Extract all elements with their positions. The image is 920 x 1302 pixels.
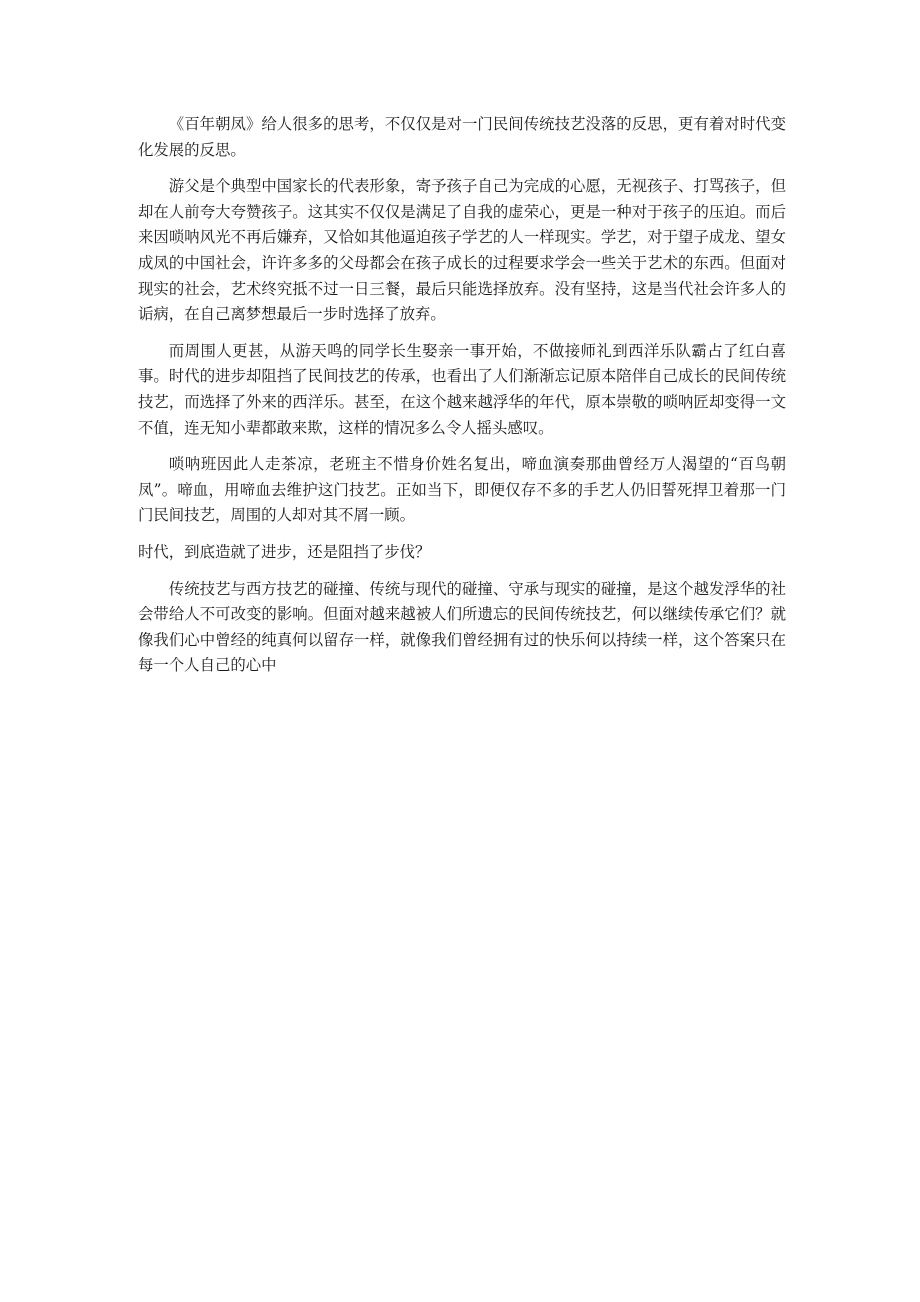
- paragraph-father: 游父是个典型中国家长的代表形象，寄予孩子自己为完成的心愿，无视孩子、打骂孩子，但却在人前夸大夸赞孩子。这其实不仅仅是满足了自我的虚荣心，更是一种对于孩子的压迫。而后来因唢呐风光不再后嫌弃，又恰如其他逼迫孩子学艺的人一样现实。学艺，对于望子成龙、望女成凤的中国社会，许许多多的父母都会在孩子成长的过程要求学会一些关于艺术的东西。但面对现实的社会，艺术终究抵不过一日三餐，最后只能选择放弃。没有坚持，这是当代社会许多人的诟病，在自己离梦想最后一步时选择了放弃。: [138, 177, 786, 324]
- paragraph-question: 时代，到底造就了进步，还是阻挡了步伐？: [138, 542, 431, 561]
- document-body: [138, 112, 786, 690]
- paragraph-surroundings: 而周围人更甚，从游天鸣的同学长生娶亲一事开始，不做接师礼到西洋乐队霸占了红白喜事。时代的进步却阻挡了民间技艺的传承，也看出了人们渐渐忘记原本陪伴自己成长的民间传统技艺，而选择了外来的西洋乐。甚至，在这个越来越浮华的年代，原本崇敬的唢呐匠却变得一文不值，连无知小辈都敢来欺，这样的情况多么令人摇头感叹。: [138, 341, 786, 437]
- paragraph-suona-troupe: 唢呐班因此人走茶凉，老班主不惜身价姓名复出，啼血演奏那曲曾经万人渴望的“百鸟朝凤”。啼血，用啼血去维护这门技艺。正如当下，即便仅存不多的手艺人仍旧誓死捍卫着那一门门民间技艺，周围的人却对其不屑一顾。: [138, 455, 786, 525]
- paragraph-intro: 《百年朝凤》给人很多的思考，不仅仅是对一门民间传统技艺没落的反思，更有着对时代变化发展的反思。: [138, 115, 786, 159]
- paragraph-conclusion: 传统技艺与西方技艺的碰撞、传统与现代的碰撞、守承与现实的碰撞，是这个越发浮华的社会带给人不可改变的影响。但面对越来越被人们所遗忘的民间传统技艺，何以继续传承它们？就像我们心中曾经的纯真何以留存一样，就像我们曾经拥有过的快乐何以持续一样，这个答案只在每一个人自己的心中: [138, 579, 786, 675]
